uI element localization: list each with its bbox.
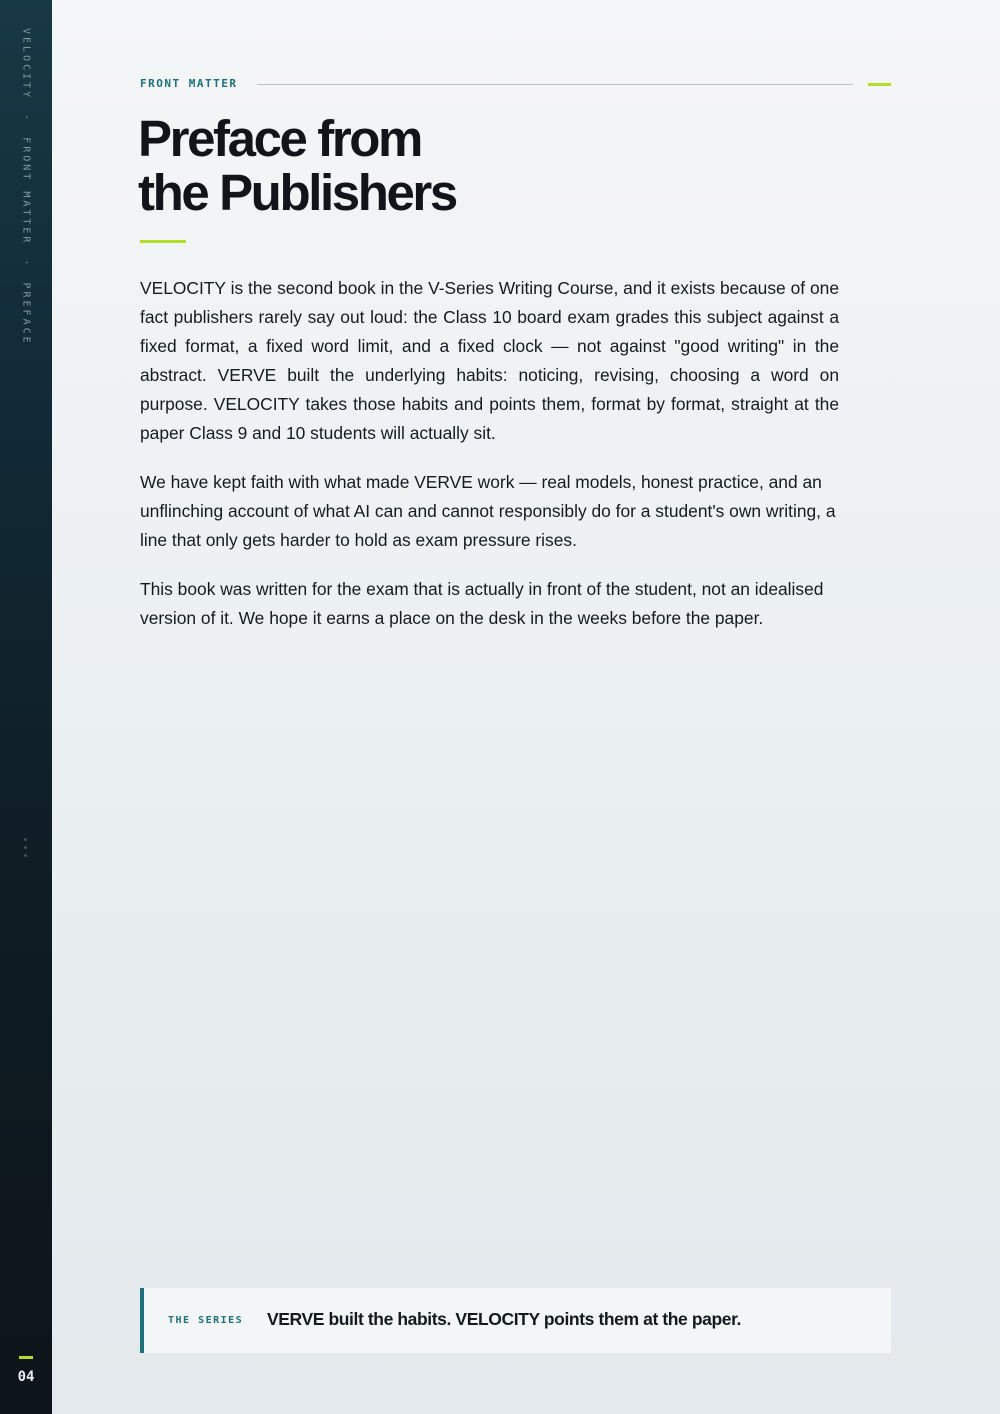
header-accent-bar [868,83,891,86]
running-head [21,28,32,346]
running-head-book: VELOCITY [20,28,32,101]
callout-label: THE SERIES [168,1315,244,1326]
header-rule [257,84,853,85]
running-head-separator: · [20,259,32,269]
body-text [140,274,839,653]
sidebar-dots-ornament [24,838,28,862]
page-title-line-2: the Publishers [138,164,456,221]
dot [24,854,27,857]
body-paragraph: This book was written for the exam that is actually in front of the student, not an idealised version of it. We hope it earns a place on the desk in the weeks before the paper. [140,579,824,628]
title-accent-bar [140,240,186,243]
callout-text: VERVE built the habits. VELOCITY points them at the paper. [267,1309,742,1329]
page-title [138,112,618,220]
section-label: FRONT MATTER [140,77,238,90]
dot [24,846,27,849]
sidebar [0,0,52,1414]
running-head-chapter: PREFACE [20,282,32,346]
page-number-accent-bar [19,1356,33,1359]
running-head-section: FRONT MATTER [20,137,32,246]
running-head-separator: · [20,114,32,124]
body-paragraph: We have kept faith with what made VERVE work — real models, honest practice, and an unflinching account of what AI can and cannot responsibly do for a student's own writing, a line that only gets harder to hold as exam pressure rises. [140,472,836,550]
body-paragraph: VELOCITY is the second book in the V-Series Writing Course, and it exists because of one fact publishers rarely say out loud: the Class 10 board exam grades this subject against a fixed format, a fixed word limit, and a fixed clock — not against "good writing" in the abstract. VERVE built the underlying habits: noticing, revising, choosing a word on purpose. VELOCITY takes those habits and points them, format by format, straight at the paper Class 9 and 10 students will actually sit. [140,278,839,443]
dot [24,838,27,841]
series-callout [140,1288,891,1353]
page-number: 04 [17,1369,35,1385]
page-title-line-1: Preface from [138,110,422,167]
